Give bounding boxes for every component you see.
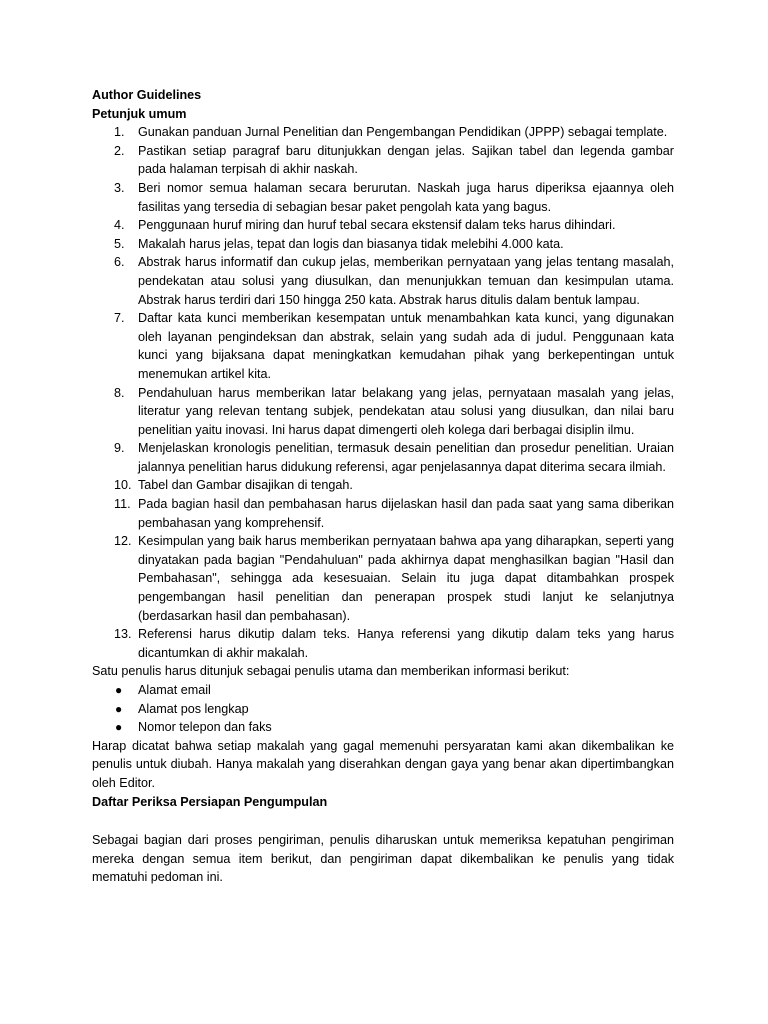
general-guidelines-list [92,123,674,662]
section-heading-general: Petunjuk umum [92,106,187,121]
list-item-number: 9. [114,441,125,456]
list-item-number: 7. [114,311,125,326]
list-item-number: 4. [114,218,125,233]
list-item-number: 11. [114,497,131,512]
list-item-text: Makalah harus jelas, tepat dan logis dan biasanya tidak melebihi 4.000 kata. [138,236,564,251]
bullet-item [92,700,674,719]
author-info-intro: Satu penulis harus ditunjuk sebagai penulis utama dan memberikan informasi berikut: [92,664,570,679]
checklist-intro: Sebagai bagian dari proses pengiriman, penulis diharuskan untuk memeriksa kepatuhan pengiriman mereka dengan semua item berikut, dan pengiriman dapat dikembalikan ke penulis yang tidak mematuhi pedoman ini. [92,833,674,885]
list-item-text: Daftar kata kunci memberikan kesempatan untuk menambahkan kata kunci, yang digunakan oleh layanan pengindeksan dan abstrak, selain yang sudah ada di judul. Penggunaan kata kunci yang bijaksana dapat meningkatkan kemudahan pihak yang berkepentingan untuk menemukan artikel kita. [138,311,674,381]
list-item-number: 12. [114,534,132,549]
list-item [92,625,674,662]
list-item-number: 5. [114,236,125,251]
section-heading-checklist: Daftar Periksa Persiapan Pengumpulan [92,794,328,809]
list-item-text: Kesimpulan yang baik harus memberikan pernyataan bahwa apa yang diharapkan, seperti yang dinyatakan pada bagian "Pendahuluan" pada akhirnya dapat menghasilkan bagian "Hasil dan Pembahasan", sehingga ada kesesuaian. Selain itu juga dapat ditambahkan prospek pengembangan hasil penelitian dan penerapan prospek studi lanjut ke selanjutnya (berdasarkan hasil dan pembahasan). [138,534,674,623]
bullet-icon: ● [115,683,123,697]
list-item [92,495,674,532]
list-item-number: 6. [114,255,125,270]
list-item-number: 1. [114,125,125,140]
list-item-text: Tabel dan Gambar disajikan di tengah. [138,478,353,493]
list-item [92,384,674,440]
list-item-number: 10. [114,478,132,493]
list-item-number: 8. [114,385,125,400]
list-item [92,309,674,383]
list-item-text: Referensi harus dikutip dalam teks. Hanya referensi yang dikutip dalam teks yang harus dicantumkan di akhir makalah. [138,627,674,660]
list-item-text: Pastikan setiap paragraf baru ditunjukkan dengan jelas. Sajikan tabel dan legenda gambar pada halaman terpisah di akhir naskah. [138,143,674,177]
list-item [92,532,674,625]
bullet-icon: ● [115,701,123,716]
bullet-icon: ● [115,720,123,735]
bullet-item-text: Alamat pos lengkap [138,701,249,716]
bullet-item-text: Nomor telepon dan faks [138,720,272,735]
list-item-text: Menjelaskan kronologis penelitian, termasuk desain penelitian dan prosedur penelitian. Uraian jalannya penelitian harus didukung referensi, agar penjelasannya dapat diterima secara ilmiah. [138,441,674,474]
list-item-text: Abstrak harus informatif dan cukup jelas, memberikan pernyataan yang jelas tentang masalah, pendekatan atau solusi yang diusulkan, dan menunjukkan temuan dan kesimpulan utama. Abstrak harus terdiri dari 150 hingga 250 kata. Abstrak harus ditulis dalam bentuk lampau. [138,255,674,307]
list-item [92,179,674,216]
blank-line [92,811,674,831]
list-item [92,235,674,254]
list-item [92,439,674,476]
list-item-text: Pendahuluan harus memberikan latar belakang yang jelas, pernyataan masalah yang jelas, literatur yang relevan tentang subjek, pendekatan atau solusi yang diusulkan, dan nilai baru penelitian yaitu inovasi. Ini harus dapat dimengerti oleh kolega dari berbagai disiplin ilmu. [138,385,674,437]
list-item [92,123,674,142]
list-item-text: Penggunaan huruf miring dan huruf tebal secara ekstensif dalam teks harus dihindari. [138,218,616,233]
document-title: Author Guidelines [92,88,202,102]
list-item [92,142,674,179]
list-item [92,476,674,495]
list-item-number: 3. [114,180,125,195]
document-page [92,86,674,887]
list-item-number: 2. [114,143,125,158]
return-note: Harap dicatat bahwa setiap makalah yang gagal memenuhi persyaratan kami akan dikembalikan ke penulis untuk diubah. Hanya makalah yang diserahkan dengan gaya yang benar akan dipertimbangkan oleh Editor. [92,738,674,790]
list-item-text: Beri nomor semua halaman secara berurutan. Naskah juga harus diperiksa ejaannya oleh fasilitas yang tersedia di sebagian besar paket pengolah kata yang bagus. [138,180,674,214]
list-item [92,253,674,309]
bullet-item [92,681,674,700]
author-info-list [92,681,674,737]
list-item-number: 13. [114,627,132,642]
bullet-item [92,718,674,737]
list-item-text: Pada bagian hasil dan pembahasan harus dijelaskan hasil dan pada saat yang sama diberikan pembahasan yang komprehensif. [138,497,674,530]
list-item-text: Gunakan panduan Jurnal Penelitian dan Pengembangan Pendidikan (JPPP) sebagai template. [138,125,668,140]
bullet-item-text: Alamat email [138,683,211,697]
list-item [92,216,674,235]
